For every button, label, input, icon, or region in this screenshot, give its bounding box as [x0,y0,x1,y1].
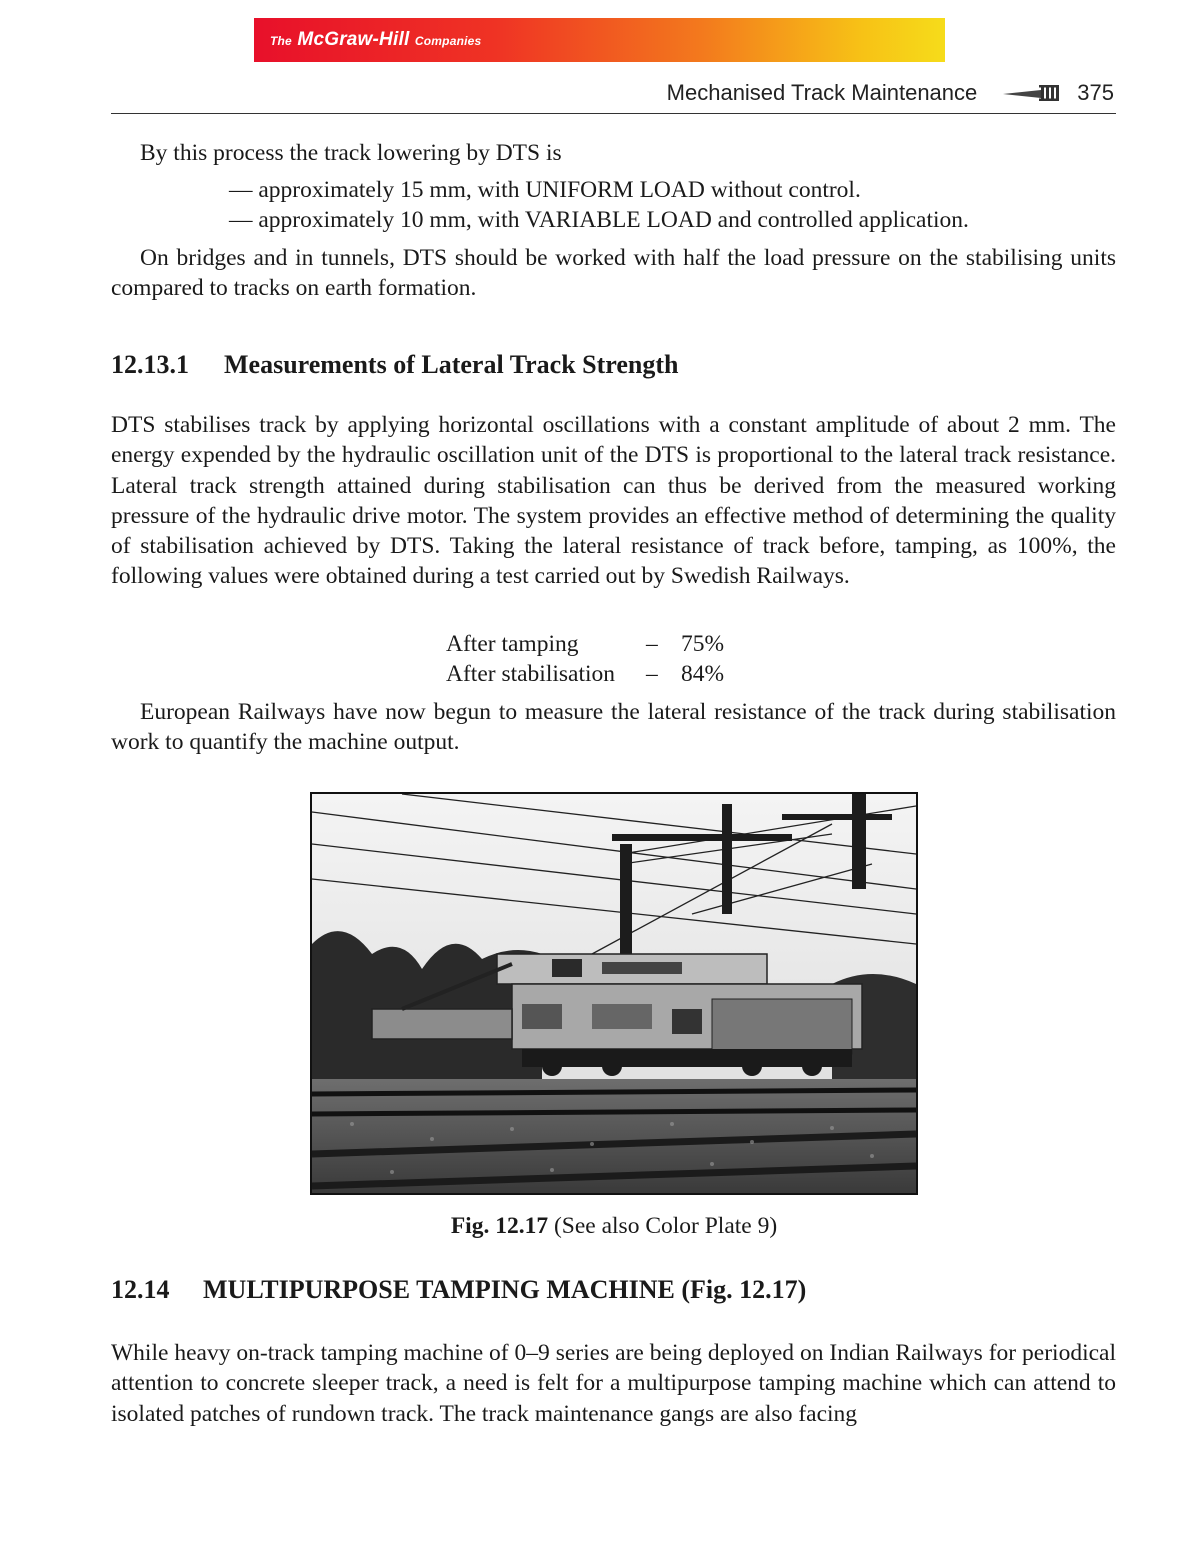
section-number: 12.13.1 [111,350,189,379]
value-percent: 75% [681,631,725,657]
section-heading-12-13-1 [111,350,678,380]
section-heading-12-14 [111,1275,806,1305]
bridges-paragraph: On bridges and in tunnels, DTS should be worked with half the load pressure on the stabilising units compared to tracks on earth formation. [111,245,1116,302]
figure-label: Fig. 12.17 [450,1213,549,1239]
table-row [446,629,724,659]
figure-caption-text: (See also Color Plate 9) [548,1213,778,1239]
list-item: — approximately 15 mm, with UNIFORM LOAD without control. [229,177,861,203]
section-number: 12.14 [111,1275,170,1304]
value-dash: – [646,661,658,687]
table-row [446,659,724,689]
value-percent: 84% [681,661,725,687]
lateral-strength-paragraph: DTS stabilises track by applying horizontal oscillations with a constant amplitude of about 2 mm. The energy expended by the hydraulic oscillation unit of the DTS is proportional to the lateral track resistance. Lateral track strength attained during stabilisation can thus be derived from the measured working pressure of the hydraulic drive motor. The system provides an effective method of determining the quality of stabilisation achieved by DTS. Taking the lateral resistance of track before, tamping, as 100%, the following values were obtained during a test carried out by Swedish Railways. [111,412,1116,590]
multipurpose-paragraph: While heavy on-track tamping machine of 0–9 series are being deployed on Indian Railways for periodical attention to concrete sleeper track, a need is felt for a multipurpose tamping machine which can attend to isolated patches of rundown track. The track maintenance gangs are also facing [111,1340,1116,1427]
publisher-name: McGraw-Hill [297,29,410,50]
photo-illustration [312,794,916,1193]
page-number: 375 [1077,80,1114,105]
rail-track-icon [1001,82,1063,104]
running-title: Mechanised Track Maintenance [666,80,978,105]
header-rule [111,113,1116,114]
european-paragraph: European Railways have now begun to measure the lateral resistance of the track during stabilisation work to quantify the machine output. [111,699,1116,756]
value-label: After stabilisation [446,661,616,687]
value-label: After tamping [446,631,579,657]
publisher-banner [254,18,945,62]
section-title: Measurements of Lateral Track Strength [224,350,679,379]
test-values-table [446,629,724,689]
multipurpose-tamping-machine-photo [310,792,918,1195]
intro-lead: By this process the track lowering by DTS is [140,140,562,166]
figure-caption [0,1213,1200,1240]
publisher-logo [270,29,481,51]
publisher-prefix: The [270,34,292,48]
running-head [667,78,1114,108]
section-title: MULTIPURPOSE TAMPING MACHINE (Fig. 12.17) [203,1275,807,1304]
value-dash: – [646,631,658,657]
publisher-suffix: Companies [414,34,482,48]
list-item: — approximately 10 mm, with VARIABLE LOAD and controlled application. [229,207,969,233]
